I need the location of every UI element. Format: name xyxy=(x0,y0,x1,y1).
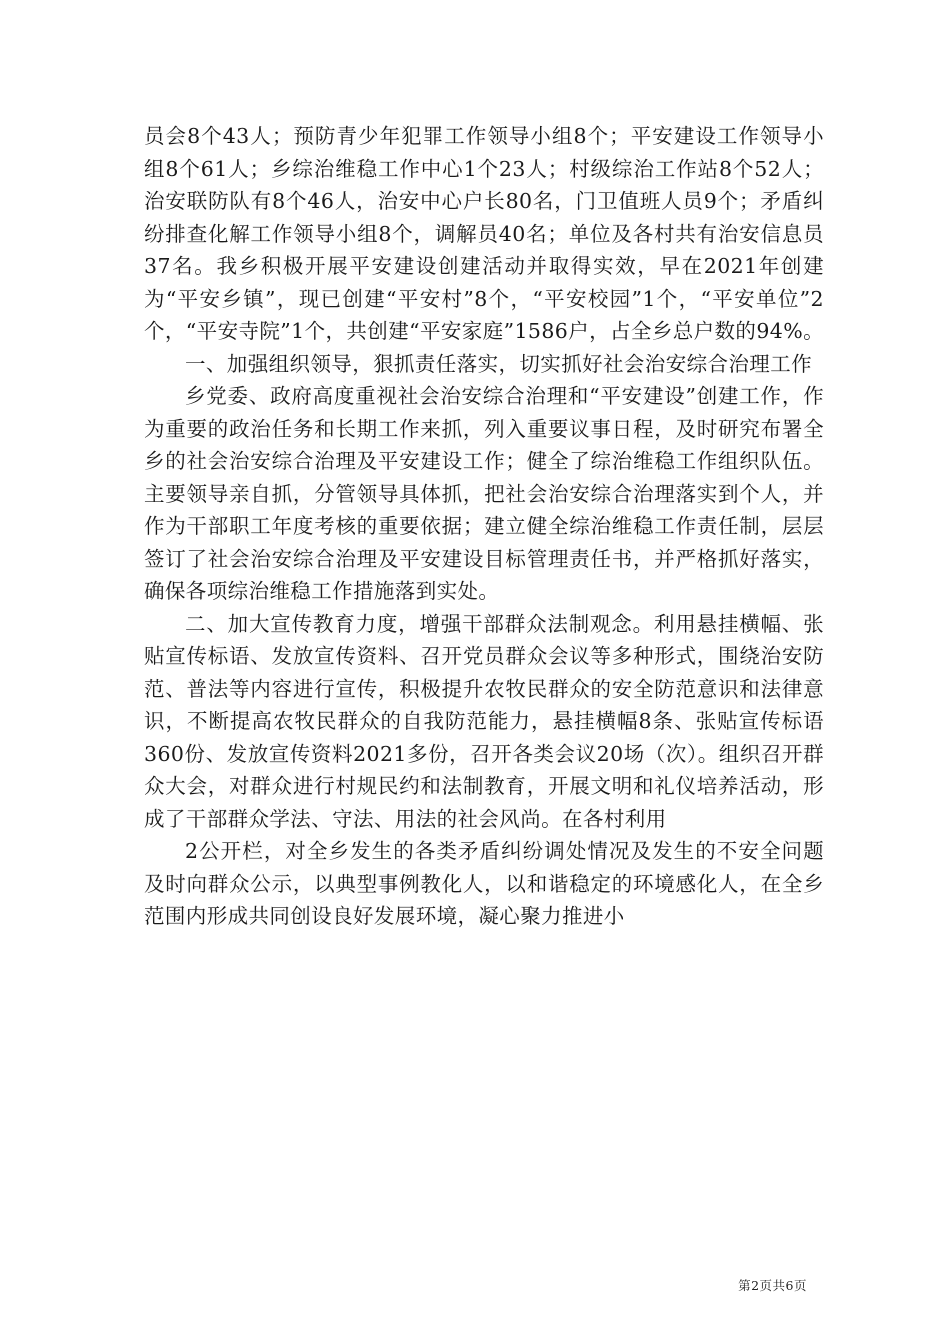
paragraph-continuation: 员会8个43人；预防青少年犯罪工作领导小组8个；平安建设工作领导小组8个61人；乡综治维稳工作中心1个23人；村级综治工作站8个52人；治安联防队有8个46人，治安中心户长80名，门卫值班人员9个；矛盾纠纷排查化解工作领导小组8个，调解员40名；单位及各村共有治安信息员37名。我乡积极开展平安建设创建活动并取得实效，早在2021年创建为“平安乡镇”，现已创建“平安村”8个，“平安校园”1个，“平安单位”2个，“平安寺院”1个，共创建“平安家庭”1586户，占全乡总户数的94%。 xyxy=(144,124,824,343)
paragraph-bulletin-board: 2公开栏，对全乡发生的各类矛盾纠纷调处情况及发生的不安全问题及时向群众公示，以典型事例教化人，以和谐稳定的环境感化人，在全乡范围内形成共同创设良好发展环境，凝心聚力推进小 xyxy=(144,839,824,928)
paragraph-leadership: 乡党委、政府高度重视社会治安综合治理和“平安建设”创建工作，作为重要的政治任务和长期工作来抓，列入重要议事日程，及时研究布署全乡的社会治安综合治理及平安建设工作；健全了综治维稳工作组织队伍。主要领导亲自抓，分管领导具体抓，把社会治安综合治理落实到个人，并作为干部职工年度考核的重要依据；建立健全综治维稳工作责任制，层层签订了社会治安综合治理及平安建设目标管理责任书，并严格抓好落实，确保各项综治维稳工作措施落到实处。 xyxy=(144,384,824,603)
section-heading-1: 一、加强组织领导，狠抓责任落实，切实抓好社会治安综合治理工作 xyxy=(185,351,812,376)
section-heading-2-paragraph: 二、加大宣传教育力度，增强干部群众法制观念。利用悬挂横幅、张贴宣传标语、发放宣传资料、召开党员群众会议等多种形式，围绕治安防范、普法等内容进行宣传，积极提升农牧民群众的安全防范意识和法律意识，不断提高农牧民群众的自我防范能力，悬挂横幅8条、张贴宣传标语360份、发放宣传资料2021多份，召开各类会议20场（次）。组织召开群众大会，对群众进行村规民约和法制教育，开展文明和礼仪培养活动，形成了干部群众学法、守法、用法的社会风尚。在各村利用 xyxy=(144,611,824,831)
document-body xyxy=(144,120,824,933)
page-number: 第2页共6页 xyxy=(738,1278,807,1293)
